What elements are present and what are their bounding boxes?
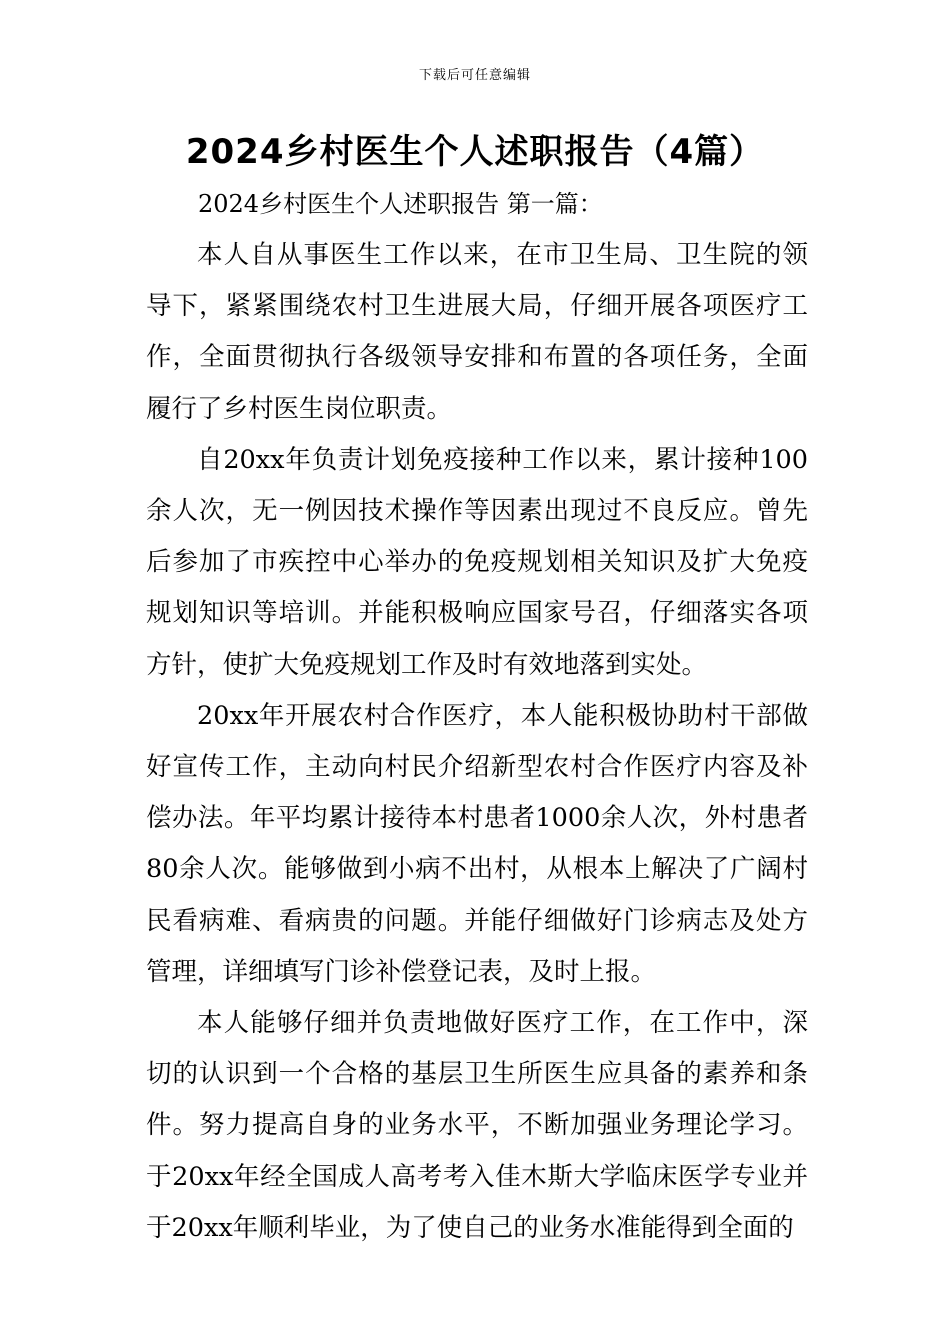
section-heading: 2024乡村医生个人述职报告 第一篇： [198, 190, 603, 218]
paragraph-3: 20xx年开展农村合作医疗，本人能积极协助村干部做好宣传工作，主动向村民介绍新型农村合作医疗内容及补偿办法。年平均累计接待本村患者1000余人次，外村患者80余人次。能够做到小病不出村，从根本上解决了广阔村民看病难、看病贵的问题。并能仔细做好门诊病志及处方管理，详细填写门诊补偿登记表，及时上报。 [146, 700, 808, 987]
paragraph-4: 本人能够仔细并负责地做好医疗工作，在工作中，深切的认识到一个合格的基层卫生所医生应具备的素养和条件。努力提高自身的业务水平，不断加强业务理论学习。于20xx年经全国成人高考考入佳木斯大学临床医学专业并于20xx年顺利毕业，为了使自己的业务水准能得到全面的 [146, 1008, 808, 1243]
document-title: 2024乡村医生个人述职报告（4篇） [185, 132, 765, 172]
download-note: 下载后可任意编辑 [418, 68, 531, 83]
paragraph-2: 自20xx年负责计划免疫接种工作以来，累计接种100余人次，无一例因技术操作等因素出现过不良反应。曾先后参加了市疾控中心举办的免疫规划相关知识及扩大免疫规划知识等培训。并能积极响应国家号召，仔细落实各项方针，使扩大免疫规划工作及时有效地落到实处。 [146, 444, 808, 680]
document-body [146, 230, 808, 1254]
paragraph-1: 本人自从事医生工作以来，在市卫生局、卫生院的领导下，紧紧围绕农村卫生进展大局，仔细开展各项医疗工作，全面贯彻执行各级领导安排和布置的各项任务，全面履行了乡村医生岗位职责。 [146, 240, 808, 424]
